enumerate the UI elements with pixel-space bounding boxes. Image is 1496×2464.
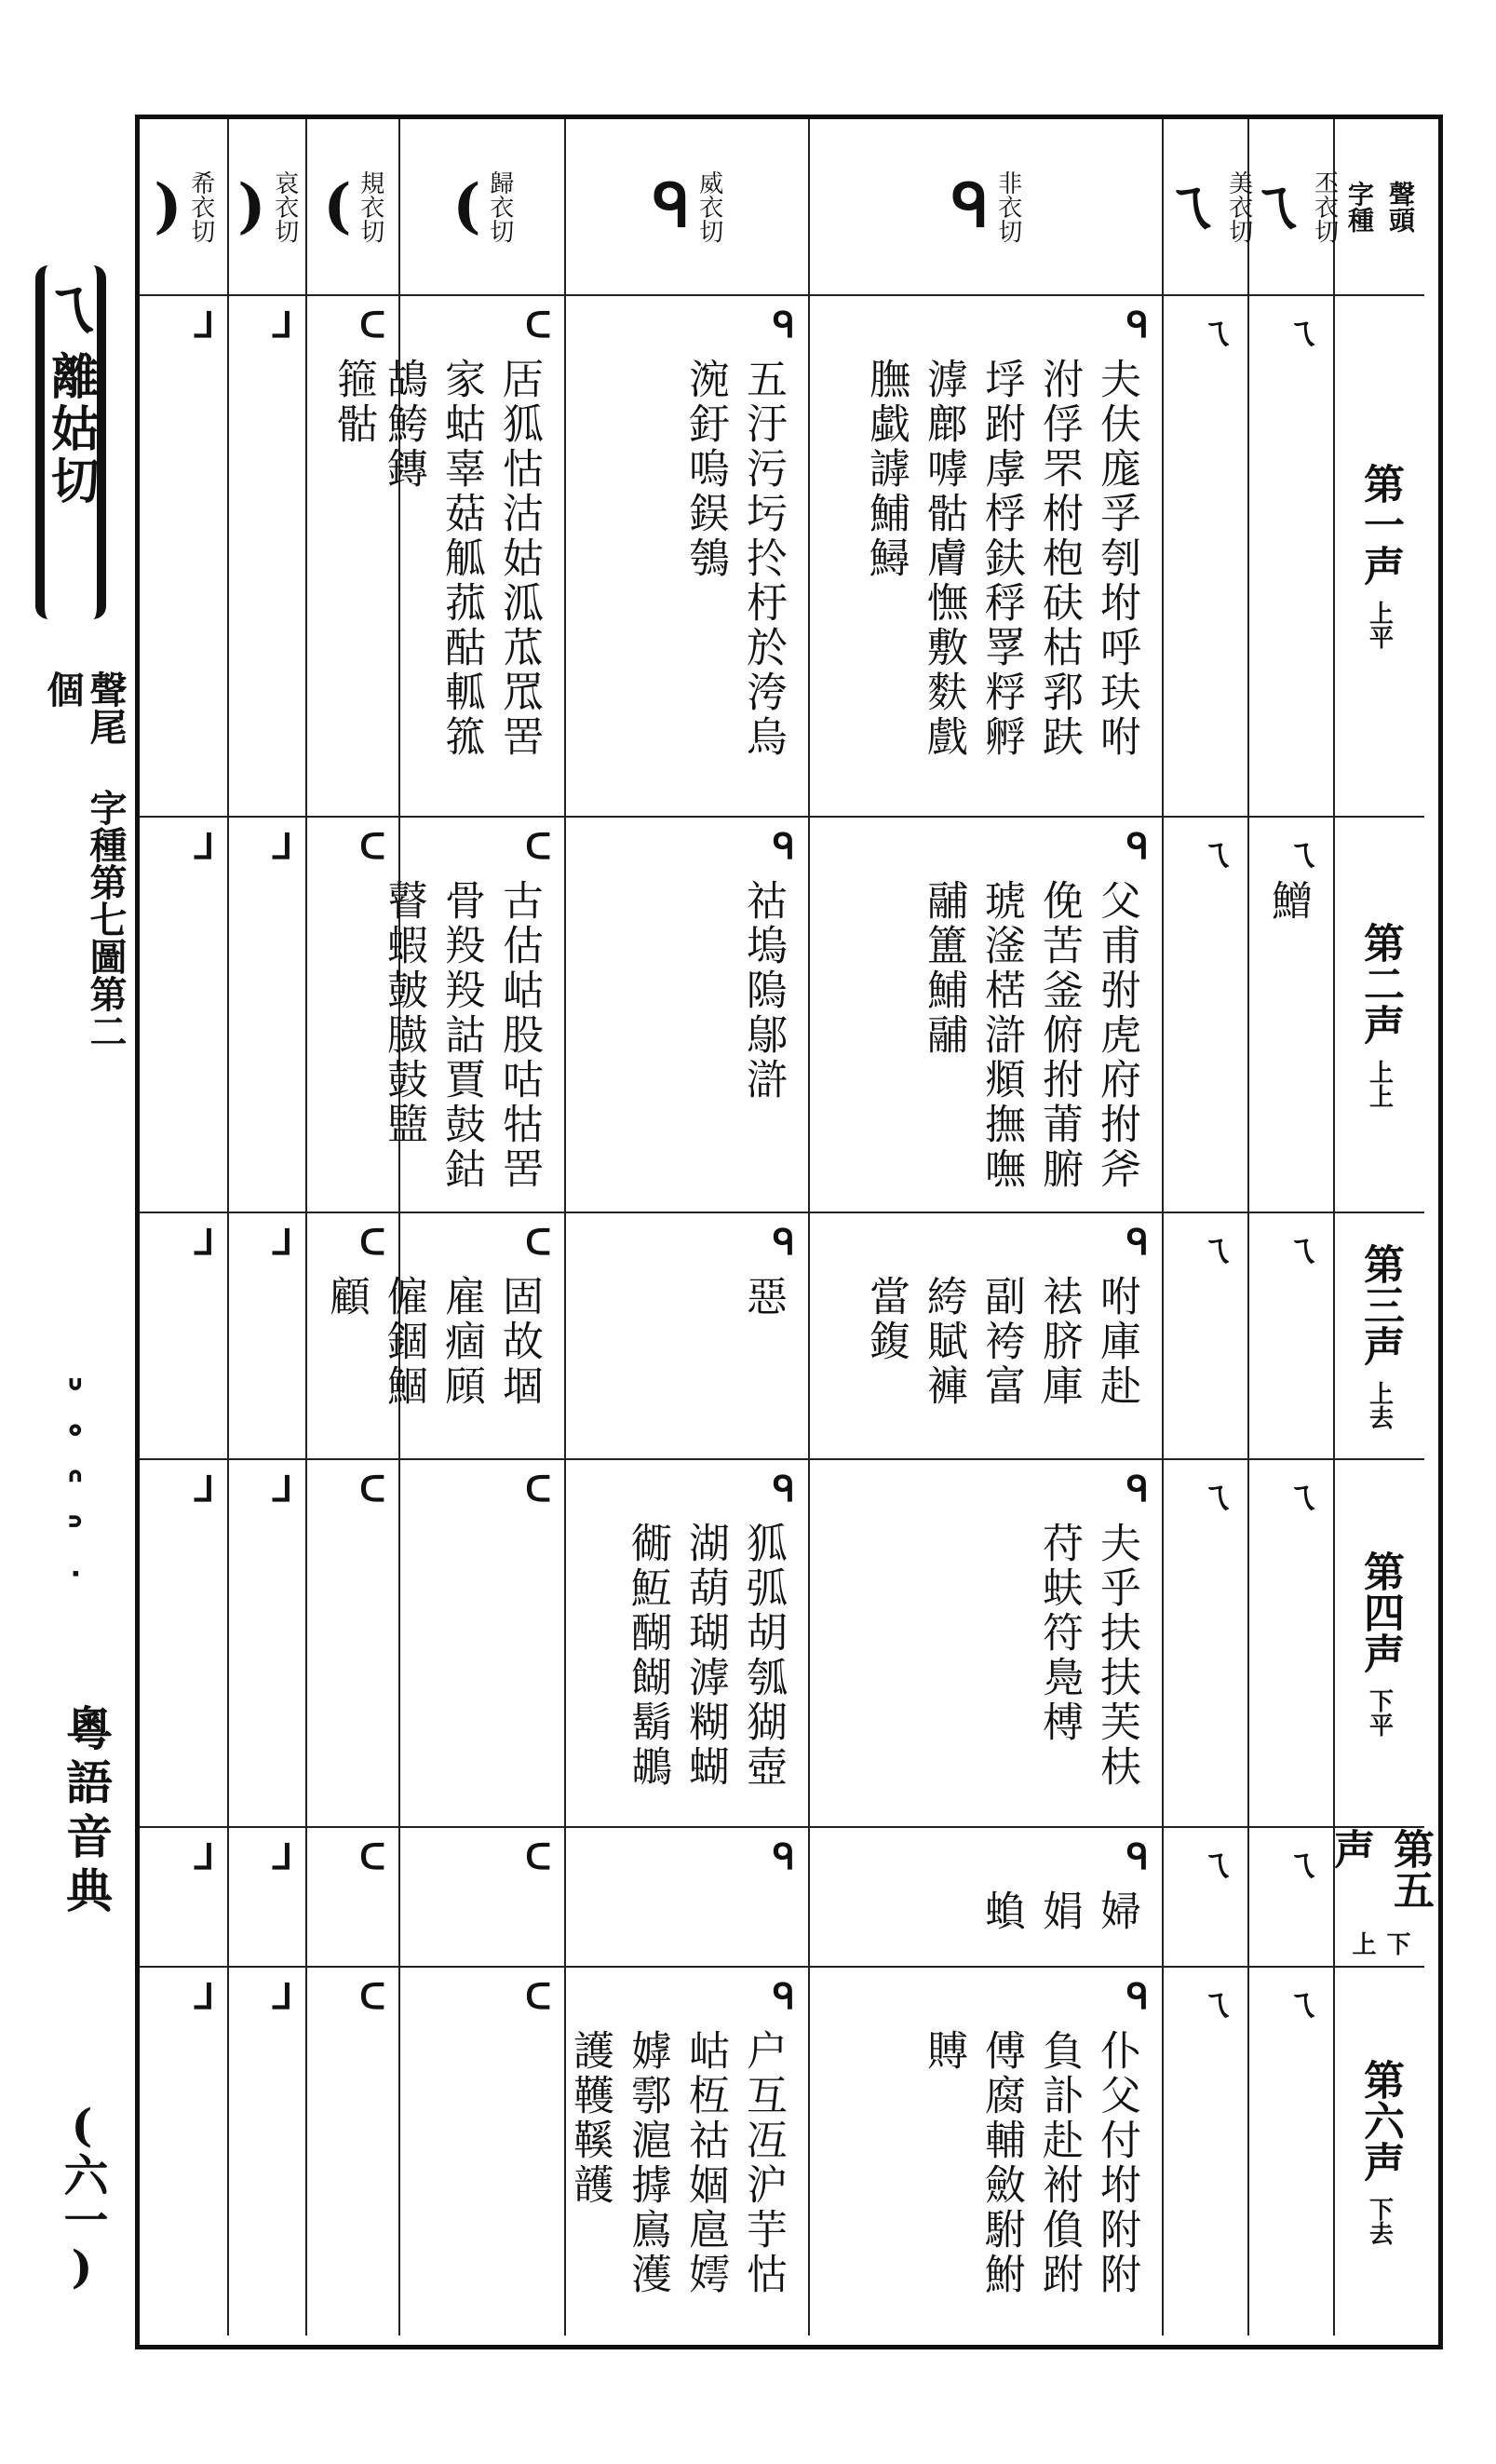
tone-mark-icon: ᑕ (525, 1468, 551, 1510)
tone-mark-icon: ᑫ (1126, 1835, 1149, 1877)
table-cell (229, 818, 307, 1213)
tone-mark-icon: ᒧ (270, 1975, 292, 2017)
table-cell (1249, 1968, 1335, 2335)
table-cell (1164, 1968, 1249, 2335)
tone-mark-icon: ㄟ (1284, 1475, 1320, 1517)
table-cell (400, 1460, 566, 1828)
character-list (1259, 358, 1316, 803)
character-list: 鱛 (1264, 879, 1312, 924)
tone-mark-icon: ᑫ (773, 1221, 795, 1263)
tone-label (1327, 1828, 1434, 1968)
column-header-label: 丕衣切 (1310, 170, 1339, 243)
table-cell (400, 1968, 566, 2335)
character-list (1173, 1522, 1231, 1813)
phonetic-symbol-icon: ㄟ (1160, 171, 1220, 241)
corner-header (1335, 119, 1424, 296)
table-cell (229, 1460, 307, 1828)
table-cell (810, 1213, 1164, 1460)
table-cell (229, 1828, 307, 1968)
tone-name: 第一声 (1356, 463, 1404, 586)
phonetic-symbol-icon: ( (323, 171, 352, 241)
character-list (317, 2029, 382, 2322)
phonetic-symbol-icon: ᑫ (951, 171, 990, 241)
column-header (566, 119, 810, 296)
column-header-label: 歸衣切 (485, 170, 514, 243)
character-list (1259, 2029, 1316, 2322)
table-cell (810, 1460, 1164, 1828)
subtitle-line-2: 字種第七圖第二個 (41, 670, 128, 1049)
character-list: 固故堌雇痼頋僱錮鯝顧 (322, 1275, 543, 1409)
table-cell (140, 1213, 229, 1460)
table-cell (1164, 1828, 1249, 1968)
tone-mark-icon: ᑫ (773, 1975, 795, 2017)
tone-mark-icon: ㄟ (1198, 1475, 1234, 1517)
tone-mark-icon: ᒧ (270, 304, 292, 345)
section-title: 離姑切 (42, 351, 100, 508)
character-list: 五汙污圬扵杅於洿烏涴釪嗚鋘鴮 (681, 358, 787, 760)
table-cell (566, 818, 810, 1213)
table-cell (1249, 818, 1335, 1213)
table-cell (1164, 818, 1249, 1213)
tone-mark-icon: ᑫ (1126, 304, 1149, 345)
character-list (410, 1889, 547, 1953)
tone-mark-icon: ㄟ (1198, 1228, 1234, 1270)
character-list (149, 879, 210, 1198)
column-header (1246, 119, 1339, 296)
table-cell (566, 1213, 810, 1460)
table-cell (229, 1968, 307, 2335)
table-cell (307, 1460, 400, 1828)
column-header (810, 119, 1164, 296)
table-cell (1249, 1213, 1335, 1460)
tone-label (1335, 296, 1424, 818)
character-list: 狐弧胡瓠猢壺湖葫瑚滹糊蝴衚魱醐餬鬍鶘 (624, 1522, 787, 1790)
column-header (400, 119, 566, 296)
phonetic-symbol-icon: ᑫ (653, 171, 691, 241)
character-list (575, 1889, 791, 1953)
tone-mark-icon: ᑫ (773, 1468, 795, 1510)
tone-name: 第四声 (1356, 1550, 1404, 1673)
character-list: 惡 (739, 1275, 787, 1320)
table-cell (566, 1828, 810, 1968)
tone-name: 第二声 (1356, 921, 1404, 1045)
tone-mark-icon: ᑕ (359, 304, 385, 345)
tone-mark-icon: ᒧ (270, 825, 292, 867)
corner-header-label: 字種 (1344, 181, 1375, 233)
character-list (1259, 1275, 1316, 1445)
character-list: 父甫弣虎府拊斧俛苦釜俯拊莆腑琥滏楛滸頫撫嘸鬴簠鯆鬴 (920, 879, 1140, 1192)
column-header-label: 哀衣切 (270, 170, 299, 243)
tone-subname: 上去 (1365, 1380, 1394, 1429)
tone-mark-icon: ᑕ (525, 1835, 551, 1877)
character-list (1173, 879, 1231, 1198)
character-list (317, 879, 382, 1198)
tone-name: 第三声 (1356, 1242, 1404, 1366)
tone-mark-icon: ᒧ (270, 1835, 292, 1877)
tone-mark-icon: ᑫ (1126, 1221, 1149, 1263)
table-cell (140, 1460, 229, 1828)
table-cell (810, 818, 1164, 1213)
column-header (229, 119, 307, 296)
column-header-label: 希衣切 (186, 170, 215, 243)
section-subtitle (41, 670, 127, 1062)
tone-mark-icon: ᑕ (359, 1835, 385, 1877)
table-cell (566, 1460, 810, 1828)
tone-mark-icon: ᒧ (192, 1221, 214, 1263)
character-list: 㕆狐怙沽姑泒苽罛罟家蛄辜菇觚菰酤軱箛鴣鮬鏄 (380, 358, 543, 760)
character-list: 夫乎扶扶芙枎苻蚨符鳧榑 (1035, 1522, 1140, 1790)
column-header-label: 威衣切 (694, 170, 723, 243)
page-number: (六一) (56, 2100, 108, 2294)
column-header (1160, 119, 1253, 296)
left-margin (0, 0, 130, 2464)
tone-subname: 下去 (1365, 2196, 1394, 2245)
section-title-box (35, 265, 106, 619)
tone-mark-icon: ᑕ (525, 1221, 551, 1263)
tone-label (1335, 1460, 1424, 1828)
table-cell (322, 1213, 566, 1460)
table-cell (140, 1828, 229, 1968)
character-list (238, 2029, 289, 2322)
tone-subname: 上平 (1365, 601, 1394, 649)
syllable-table (135, 115, 1443, 2349)
table-cell (380, 296, 566, 818)
table-cell (140, 818, 229, 1213)
phonetic-symbol-icon: ㄟ (1246, 171, 1306, 241)
phonetic-symbol-icon: ) (154, 171, 182, 241)
character-list (1173, 2029, 1231, 2322)
tone-mark-icon: ᑕ (525, 1975, 551, 2017)
character-list: 箍骷 (330, 358, 377, 447)
column-header-label: 規衣切 (356, 170, 384, 243)
character-list (149, 358, 210, 803)
character-list: 婦娟蝜 (977, 1889, 1140, 1934)
table-cell (1164, 296, 1249, 818)
tone-label (1335, 1968, 1424, 2335)
character-list: 户互冱沪芋怙岵枑祜婟扈嫮嫭鄠滬摢鳸濩護韄鞵頀 (566, 2029, 787, 2297)
character-list (149, 1522, 210, 1813)
tone-mark-icon: ᑕ (359, 1468, 385, 1510)
tone-mark-icon: ᑫ (773, 825, 795, 867)
column-header-label: 美衣切 (1224, 170, 1253, 243)
tone-mark-icon: ᑫ (773, 1835, 795, 1877)
tone-mark-icon: ᒧ (192, 825, 214, 867)
tone-mark-icon: ᑕ (359, 1221, 385, 1263)
table-cell (400, 1828, 566, 1968)
character-list: 古估岵股咕牯罟骨羖羖詁賈鼓鈷瞽蝦皷臌鼓盬 (380, 879, 543, 1192)
character-list (1173, 1275, 1231, 1445)
tone-mark-icon: ㄟ (1284, 311, 1320, 353)
tone-mark-icon: ㄟ (1198, 1983, 1234, 2024)
table-cell (1164, 1213, 1249, 1460)
table-cell (566, 296, 810, 818)
tone-subname: 下平 (1365, 1687, 1394, 1737)
table-cell (1249, 1460, 1335, 1828)
character-list (238, 358, 289, 803)
phonetic-symbol-icon: ) (237, 171, 266, 241)
phonetic-symbol-icon: ( (452, 171, 481, 241)
table-cell (1164, 1460, 1249, 1828)
character-list (149, 1275, 210, 1445)
table-cell (566, 1968, 810, 2335)
character-list: 仆父付坿附附負訃赴袝偩跗傅腐輔斂駙鮒賻 (920, 2029, 1140, 2297)
table-cell (229, 296, 307, 818)
tone-mark-icon: ᑫ (1126, 825, 1149, 867)
character-list: 夫伕庬孚刳坿呼玞咐泭俘罘柎枹砆枯郛趺垺跗虖桴鈇稃罦粰孵滹鄜嘑骷膚憮敷麩戲膴戱謼鯆鱘 (862, 358, 1140, 760)
table-cell (307, 1828, 400, 1968)
tone-mark-icon: ᒧ (192, 1975, 214, 2017)
tone-mark-icon: ㄟ (1284, 1228, 1320, 1270)
tone-mark-icon: ㄟ (1284, 833, 1320, 874)
character-list (238, 1522, 289, 1813)
character-list (238, 879, 289, 1198)
character-list (149, 1889, 210, 1953)
character-list (238, 1889, 289, 1953)
phonetic-mark-icon: ㄟ (38, 268, 103, 345)
tone-mark-icon: ᑫ (1126, 1975, 1149, 2017)
book-title: 粵語音典 (59, 1704, 114, 1920)
tone-subname: 上上 (1365, 1059, 1394, 1108)
character-list (149, 2029, 210, 2322)
tone-mark-icon: ᑕ (525, 825, 551, 867)
tone-mark-icon: ㄟ (1198, 1843, 1234, 1885)
tone-label (1335, 1213, 1424, 1460)
tone-mark-icon: ㄟ (1198, 311, 1234, 353)
column-header-label: 非衣切 (993, 170, 1022, 243)
corner-header-label: 聲頭 (1385, 181, 1416, 233)
tone-mark-icon: ᒧ (270, 1468, 292, 1510)
character-list (410, 1522, 547, 1813)
table-cell (307, 1968, 400, 2335)
character-list (1173, 358, 1231, 803)
subtitle-line-1: 聲尾 (84, 670, 128, 745)
character-list: 祜塢隖鄔滸 (739, 879, 787, 1103)
character-list (410, 2029, 547, 2322)
tone-mark-icon: ㄟ (1198, 833, 1234, 874)
tone-label (1335, 818, 1424, 1213)
tone-mark-icon: ᒧ (192, 1835, 214, 1877)
tone-mark-icon: ㄟ (1284, 1983, 1320, 2024)
character-list (317, 1889, 382, 1953)
table-cell (229, 1213, 307, 1460)
character-list (238, 1275, 289, 1445)
table-cell (140, 1968, 229, 2335)
character-list (1173, 1889, 1231, 1953)
tone-mark-icon: ᑕ (359, 825, 385, 867)
tone-mark-icon: ᑫ (773, 304, 795, 345)
tone-mark-icon: ᒧ (270, 1221, 292, 1263)
table-cell (810, 296, 1164, 818)
character-list (317, 1522, 382, 1813)
tone-mark-icon: ㄟ (1284, 1843, 1320, 1885)
phonetic-symbols: ᐡᐤᐢᐣᐧ (52, 1369, 98, 1597)
character-list: 咐庫赴袪脐庫副袴富絝賦褲當鍑 (862, 1275, 1140, 1409)
table-cell (810, 1828, 1164, 1968)
tone-mark-icon: ᒧ (192, 304, 214, 345)
character-list (1259, 1522, 1316, 1813)
table-cell (140, 296, 229, 818)
tone-name: 第六声 (1356, 2058, 1404, 2182)
tone-subname: 下上 (1348, 1930, 1410, 1956)
tone-mark-icon: ᒧ (192, 1468, 214, 1510)
table-cell (380, 818, 566, 1213)
table-cell (810, 1968, 1164, 2335)
column-header (307, 119, 400, 296)
tone-mark-icon: ᑕ (359, 1975, 385, 2017)
tone-name: 第五声 (1327, 1828, 1434, 1910)
column-header (140, 119, 229, 296)
tone-mark-icon: ᑕ (525, 304, 551, 345)
character-list (1259, 1889, 1316, 1953)
table-cell (1249, 296, 1335, 818)
tone-mark-icon: ᑫ (1126, 1468, 1149, 1510)
